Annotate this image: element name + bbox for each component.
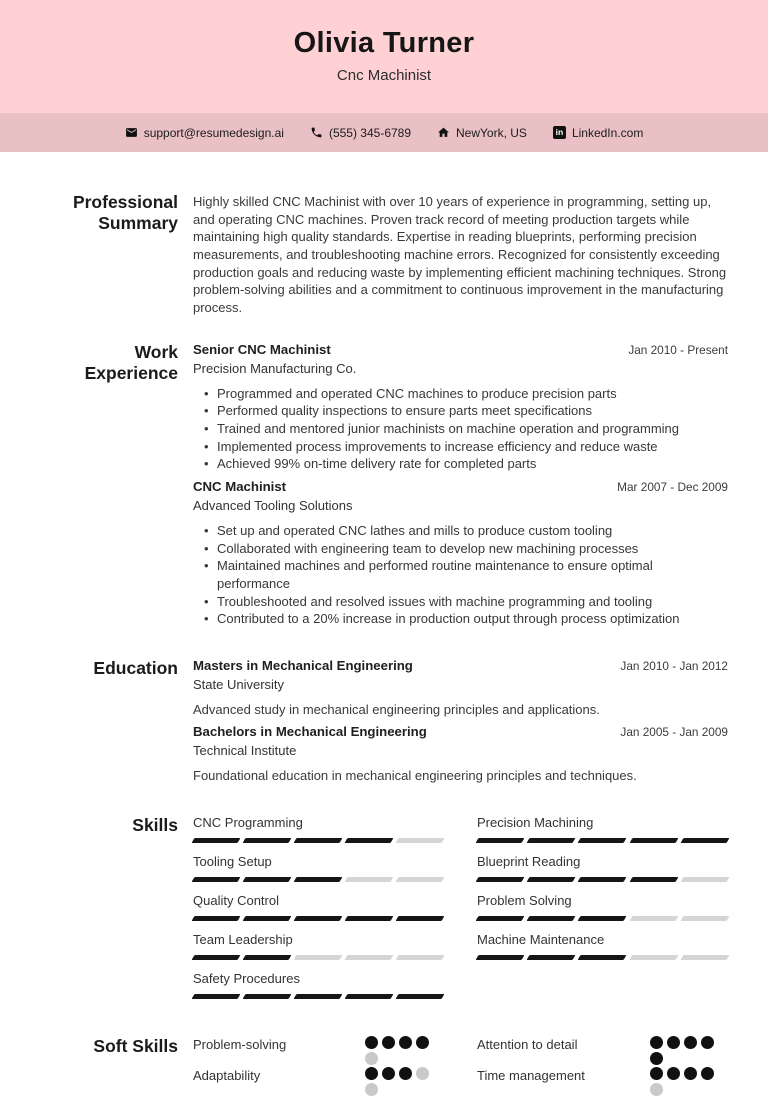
skill-level-bar [193,916,443,921]
skill-name: Blueprint Reading [477,854,581,870]
contact-location-text: NewYork, US [456,125,527,140]
soft-skill-name: Attention to detail [477,1037,578,1053]
bar-segment-filled [243,877,292,882]
job-dates: Mar 2007 - Dec 2009 [617,480,728,495]
section-title-summary: Professional Summary [72,192,178,234]
dot-filled [667,1067,680,1080]
bullet-item: • Collaborated with engineering team to develop new machining processes [193,540,728,558]
bar-segment-filled [578,838,627,843]
soft-skill-dots [650,1067,716,1096]
skill-name: Precision Machining [477,815,594,831]
skill-level-bar [193,994,443,999]
soft-skill-item [477,1067,728,1096]
dot-empty [416,1067,429,1080]
bar-segment-empty [629,955,678,960]
skill-item [477,854,728,882]
bar-segment-empty [396,955,445,960]
bar-segment-filled [294,838,343,843]
skill-item [193,815,443,843]
job-bullets [193,522,728,628]
dot-filled [667,1036,680,1049]
bar-segment-filled [527,916,576,921]
job-header [193,342,728,357]
skill-level-bar [193,955,443,960]
job-dates: Jan 2010 - Present [628,342,728,357]
bullet-item: • Programmed and operated CNC machines to produce precision parts [193,385,728,403]
bar-segment-empty [680,916,729,921]
bar-segment-filled [629,838,678,843]
skill-name: Problem Solving [477,893,572,909]
skill-level-bar [193,838,443,843]
bar-segment-filled [294,994,343,999]
bar-segment-empty [396,877,445,882]
bar-segment-empty [680,877,729,882]
dot-empty [650,1083,663,1096]
skill-level-bar [477,877,728,882]
soft-skill-dots [365,1036,431,1065]
bar-segment-filled [476,838,525,843]
degree-entry [193,658,728,719]
home-icon [437,126,450,139]
bar-segment-filled [396,994,445,999]
bar-segment-filled [345,916,394,921]
dot-filled [684,1067,697,1080]
job-role: CNC Machinist [193,479,287,495]
contact-phone-text: (555) 345-6789 [328,125,412,140]
bar-segment-empty [629,916,678,921]
bar-segment-filled [243,838,292,843]
bar-segment-empty [345,955,394,960]
bar-segment-filled [527,877,576,882]
bullet-item: • Trained and mentored junior machinists on machine operation and programming [193,420,728,438]
contact-phone [310,126,411,140]
skill-name: Team Leadership [193,932,293,948]
job-entry [193,342,728,473]
contact-bar [0,113,768,152]
summary-text: Highly skilled CNC Machinist with over 10 years of experience in programming, setting up, and operating CNC machines. Proven track record of meeting production targets while maintaining high quality standards. Expertise in reading blueprints, performing precision measurements, and troubleshooting machine errors. Recognized for consistently exceeding production goals and reducing waste by implementing efficient machining techniques. Strong problem-solving abilities and a commitment to continuous improvement in the manufacturing process. [193,194,727,316]
dot-filled [382,1067,395,1080]
soft-skill-item [193,1067,443,1096]
soft-skill-item [193,1036,443,1065]
bar-segment-filled [192,916,241,921]
degree-description: Advanced study in mechanical engineering principles and applications. [193,702,600,718]
bullet-item: • Performed quality inspections to ensure parts meet specifications [193,402,728,420]
jobs-list [193,342,728,634]
job-company: Precision Manufacturing Co. [193,360,357,376]
bar-segment-filled [578,877,627,882]
skill-name: Machine Maintenance [477,932,605,948]
candidate-job-title: Cnc Machinist [336,67,432,84]
bar-segment-filled [243,994,292,999]
bullet-item: • Troubleshooted and resolved issues with machine programming and tooling [193,593,728,611]
dot-filled [365,1036,378,1049]
bar-segment-filled [345,994,394,999]
bar-segment-empty [345,877,394,882]
skill-level-bar [193,877,443,882]
bar-segment-filled [294,916,343,921]
skill-name: CNC Programming [193,815,303,831]
job-company: Advanced Tooling Solutions [193,498,353,514]
soft-skill-dots [650,1036,716,1065]
bar-segment-filled [243,916,292,921]
section-professional-summary [0,192,768,317]
bullet-item: • Achieved 99% on-time delivery rate for completed parts [193,455,728,473]
skill-name: Tooling Setup [193,854,272,870]
bar-segment-filled [192,838,241,843]
contact-linkedin-text: LinkedIn.com [571,125,644,140]
degree-header [193,658,728,673]
section-title-skills: Skills [132,815,178,836]
bar-segment-filled [680,838,729,843]
soft-skill-item [477,1036,728,1065]
soft-skills-grid [193,1036,728,1098]
dot-empty [365,1052,378,1065]
skill-level-bar [477,916,728,921]
phone-icon [310,126,323,139]
candidate-name: Olivia Turner [293,27,475,59]
dot-filled [382,1036,395,1049]
bar-segment-filled [345,838,394,843]
skill-item [477,893,728,921]
degree-entry [193,724,728,785]
dot-filled [650,1036,663,1049]
degree-school: State University [193,677,285,693]
bar-segment-filled [578,955,627,960]
degree-school: Technical Institute [193,742,297,758]
contact-location [437,126,527,140]
skill-item [477,932,728,960]
bar-segment-filled [476,877,525,882]
degree-description: Foundational education in mechanical engineering principles and techniques. [193,767,637,783]
section-work-experience [0,342,768,634]
bullet-item: • Maintained machines and performed routine maintenance to ensure optimal performance [193,557,728,592]
skill-item [477,815,728,843]
dot-empty [365,1083,378,1096]
bar-segment-empty [294,955,343,960]
soft-skill-dots [365,1067,431,1096]
job-entry [193,479,728,628]
skill-level-bar [477,838,728,843]
degree-name: Bachelors in Mechanical Engineering [193,723,427,739]
bar-segment-filled [527,955,576,960]
bar-segment-filled [396,916,445,921]
section-skills [0,815,768,1010]
job-bullets [193,385,728,473]
bar-segment-filled [243,955,292,960]
section-title-soft-skills: Soft Skills [93,1036,178,1057]
bar-segment-filled [192,955,241,960]
linkedin-icon: in [553,126,566,139]
dot-filled [701,1067,714,1080]
resume-body [0,152,768,1098]
bar-segment-filled [294,877,343,882]
dot-filled [399,1067,412,1080]
job-role: Senior CNC Machinist [193,341,331,357]
contact-email-text: support@resumedesign.ai [143,125,284,140]
email-icon [125,126,138,139]
dot-filled [416,1036,429,1049]
dot-filled [684,1036,697,1049]
bar-segment-filled [476,955,525,960]
skills-grid [193,815,728,1010]
skill-item [193,971,443,999]
bar-segment-filled [192,994,241,999]
skill-name: Safety Procedures [193,971,300,987]
section-education [0,658,768,789]
bar-segment-empty [680,955,729,960]
degree-name: Masters in Mechanical Engineering [193,658,413,674]
bar-segment-empty [396,838,445,843]
degree-dates: Jan 2005 - Jan 2009 [620,724,728,739]
degree-dates: Jan 2010 - Jan 2012 [620,659,728,674]
skill-item [193,932,443,960]
skill-item [193,893,443,921]
soft-skill-name: Time management [477,1068,585,1084]
soft-skill-name: Problem-solving [193,1037,287,1053]
contact-linkedin [553,126,643,140]
bar-segment-filled [192,877,241,882]
section-soft-skills [0,1036,768,1098]
degrees-list [193,658,728,789]
dot-filled [701,1036,714,1049]
resume-header [0,0,768,113]
degree-header [193,724,728,739]
bar-segment-filled [578,916,627,921]
skill-level-bar [477,955,728,960]
dot-filled [650,1067,663,1080]
bar-segment-filled [476,916,525,921]
bar-segment-filled [629,877,678,882]
job-header [193,479,728,494]
skill-item [193,854,443,882]
bullet-item: • Contributed to a 20% increase in production output through process optimization [193,610,728,628]
bar-segment-filled [527,838,576,843]
dot-filled [365,1067,378,1080]
section-title-experience: Work Experience [84,341,178,384]
bullet-item: • Implemented process improvements to increase efficiency and reduce waste [193,438,728,456]
section-title-education: Education [93,658,178,679]
soft-skill-name: Adaptability [193,1068,261,1084]
dot-filled [650,1052,663,1065]
skill-name: Quality Control [193,893,279,909]
dot-filled [399,1036,412,1049]
bullet-item: • Set up and operated CNC lathes and mills to produce custom tooling [193,522,728,540]
contact-email [125,126,284,140]
